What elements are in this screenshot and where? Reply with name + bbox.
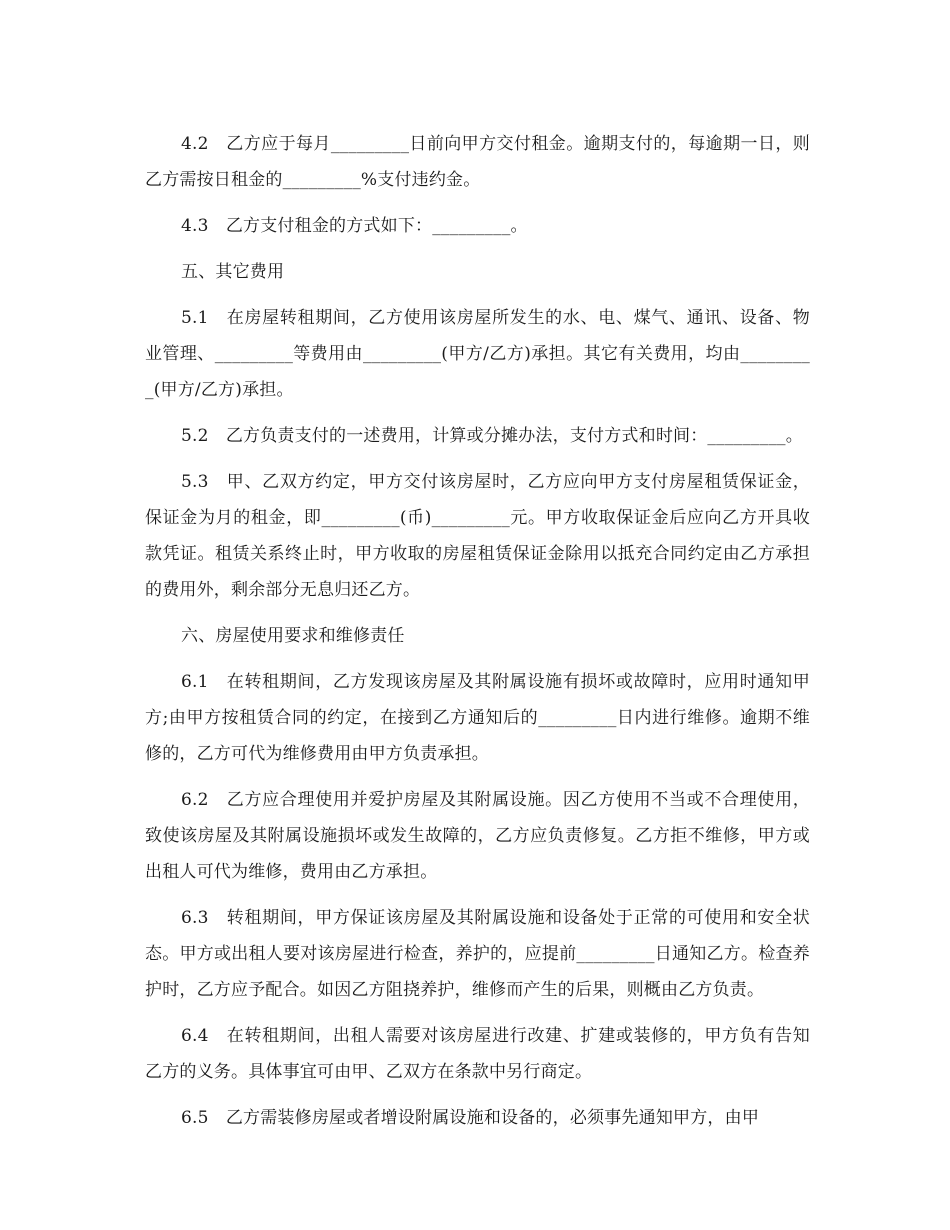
- clause-6-5: 6.5 乙方需装修房屋或者增设附属设施和设备的，必须事先通知甲方，由甲: [181, 1108, 760, 1128]
- clause-6-4: 6.4 在转租期间，出租人需要对该房屋进行改建、扩建或装修的，甲方负有告知乙方的义务。具体事宜可由甲、乙双方在条款中另行商定。: [145, 1026, 810, 1082]
- clause-5-1: 5.1 在房屋转租期间，乙方使用该房屋所发生的水、电、煤气、通讯、设备、物业管理、_________等费用由_________(甲方/乙方)承担。其它有关费用，均由_________(甲方/乙方)承担。: [145, 308, 810, 400]
- clause-4-3: 4.3 乙方支付租金的方式如下：_________。: [181, 216, 528, 236]
- clause-4-2: 4.2 乙方应于每月_________日前向甲方交付租金。逾期支付的，每逾期一日，则乙方需按日租金的_________%支付违约金。: [145, 134, 810, 190]
- clause-6-2: 6.2 乙方应合理使用并爱护房屋及其附属设施。因乙方使用不当或不合理使用，致使该房屋及其附属设施损坏或发生故障的，乙方应负责修复。乙方拒不维修，甲方或出租人可代为维修，费用由乙方承担。: [145, 790, 810, 882]
- section-heading-5: 五、其它费用: [181, 262, 285, 282]
- clause-5-3: 5.3 甲、乙双方约定，甲方交付该房屋时，乙方应向甲方支付房屋租赁保证金，保证金为月的租金，即_________(币)_________元。甲方收取保证金后应向乙方开具收款凭证。租赁关系终止时，甲方收取的房屋租赁保证金除用以抵充合同约定由乙方承担的费用外，剩余部分无息归还乙方。: [145, 472, 810, 600]
- document-body: [145, 126, 810, 1146]
- clause-6-3: 6.3 转租期间，甲方保证该房屋及其附属设施和设备处于正常的可使用和安全状态。甲方或出租人要对该房屋进行检查，养护的，应提前_________日通知乙方。检查养护时，乙方应予配合。如因乙方阻挠养护，维修而产生的后果，则概由乙方负责。: [145, 908, 810, 1000]
- clause-6-1: 6.1 在转租期间，乙方发现该房屋及其附属设施有损坏或故障时，应用时通知甲方;由甲方按租赁合同的约定，在接到乙方通知后的_________日内进行维修。逾期不维修的，乙方可代为维修费用由甲方负责承担。: [145, 672, 810, 764]
- section-heading-6: 六、房屋使用要求和维修责任: [181, 626, 405, 646]
- clause-5-2: 5.2 乙方负责支付的一述费用，计算或分摊办法，支付方式和时间：_________。: [181, 426, 803, 446]
